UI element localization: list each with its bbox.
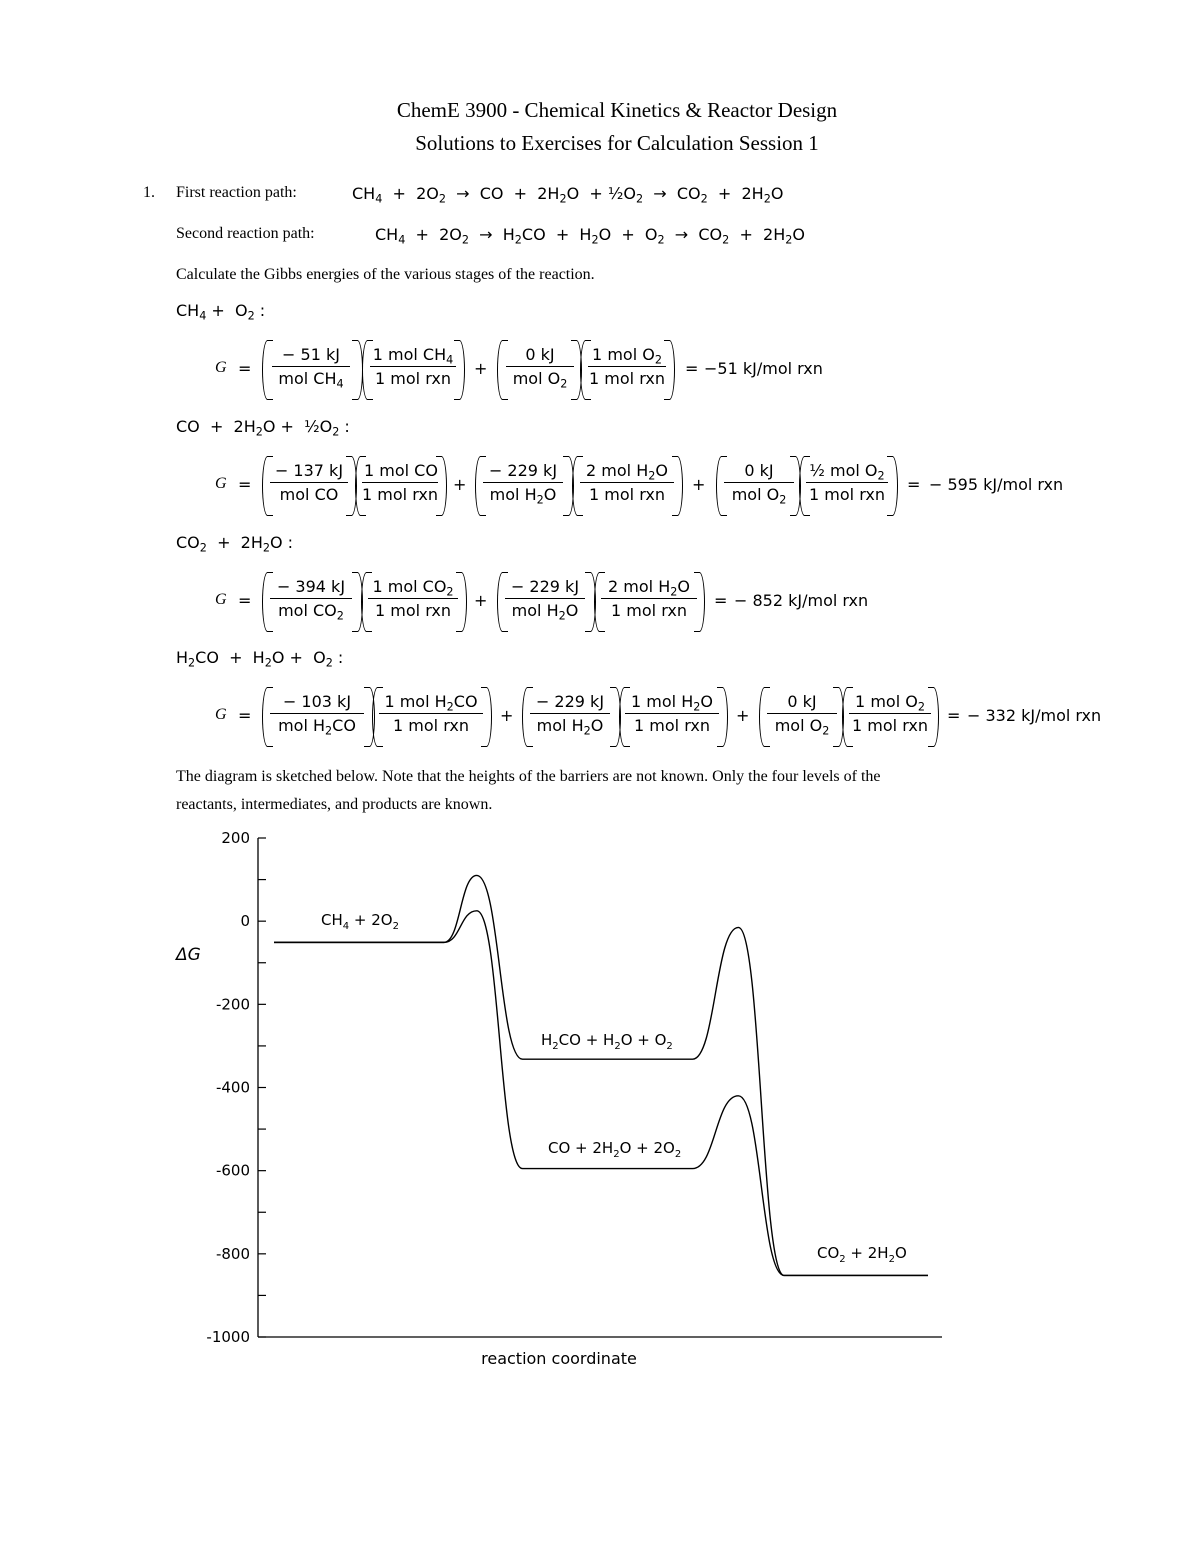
plus-sign: + xyxy=(453,475,467,494)
y-tick-label: -600 xyxy=(215,1161,250,1180)
x-axis-label: reaction coordinate xyxy=(481,1349,637,1368)
diagram-note-line-2: reactants, intermediates, and products are known. xyxy=(176,796,493,813)
equals-sign: = xyxy=(238,706,252,725)
chart-ticks xyxy=(206,829,266,1346)
first-path-label: First reaction path: xyxy=(176,184,297,201)
plus-sign: + xyxy=(736,706,750,725)
stage-2-result: − 595 kJ/mol rxn xyxy=(929,475,1064,494)
first-path-equation: $CH_4 + 2O_2$ → CO + $2H_2O$ + $\frac{1}{2}O_2 \to CO_2 + 2H_2O$ xyxy=(352,184,784,206)
plus-sign: + xyxy=(500,706,514,725)
stage-1-heading: $CH_4 + O_2$ : xyxy=(176,301,266,323)
chart-curves xyxy=(274,875,928,1275)
stage-3-result: − 852 kJ/mol rxn xyxy=(734,591,869,610)
equals-sign: = xyxy=(685,359,699,378)
level-label-h2co: $H_2CO + H_2O + O_2$ xyxy=(541,1031,673,1052)
problem-number: 1. xyxy=(143,184,155,201)
gibbs-symbol: G xyxy=(215,706,227,723)
fraction: 1 mol $CH_4$ 1 mol rxn xyxy=(370,345,456,388)
fraction: − 51 kJ mol $CH_4$ xyxy=(272,345,350,388)
page-title: ChemE 3900 - Chemical Kinetics & Reactor Design xyxy=(396,98,838,122)
fraction: − 229 kJ mol $H_2O$ xyxy=(530,692,610,735)
fraction: 1 mol $CO_2$ 1 mol rxn xyxy=(368,577,458,620)
plus-sign: + xyxy=(474,591,488,610)
y-tick-label: -1000 xyxy=(206,1328,250,1346)
stage-4-result: − 332 kJ/mol rxn xyxy=(967,706,1102,725)
fraction: − 229 kJ mol $H_2O$ xyxy=(483,461,563,504)
gibbs-symbol: G xyxy=(215,475,227,492)
gibbs-symbol: G xyxy=(215,591,227,608)
fraction: − 103 kJ mol $H_2CO$ xyxy=(270,692,364,735)
fraction: − 137 kJ mol CO xyxy=(270,461,348,504)
second-path-equation: $CH_4 + 2O_2 \to H_2CO + H_2O + O_2 \to CO_2 + 2H_2O$ xyxy=(375,225,805,247)
fraction: 2 mol $H_2O$ 1 mol rxn xyxy=(601,577,697,620)
stage-1-result: −51 kJ/mol rxn xyxy=(704,359,823,378)
y-tick-label: -800 xyxy=(215,1244,250,1263)
fraction: 2 mol $H_2O$ 1 mol rxn xyxy=(580,461,674,504)
fraction: 0 kJ mol $O_2$ xyxy=(506,345,574,388)
equals-sign: = xyxy=(238,475,252,494)
equals-sign: = xyxy=(714,591,728,610)
level-label-co: CO + $2H_2O + 2O_2$ xyxy=(548,1139,682,1160)
level-label-products: $CO_2 + 2H_2O$ xyxy=(817,1244,907,1265)
fraction: 1 mol $O_2$ 1 mol rxn xyxy=(849,692,931,735)
stage-4-heading: $H_2CO + H_2O + O_2$ : xyxy=(176,648,344,670)
y-axis-label: ΔG xyxy=(176,945,201,965)
plus-sign: + xyxy=(474,359,488,378)
level-label-reactants: $CH_4 + 2O_2$ xyxy=(321,911,399,932)
y-tick-label: 200 xyxy=(221,829,250,847)
fraction: − 229 kJ mol $H_2O$ xyxy=(505,577,585,620)
fraction: − 394 kJ mol $CO_2$ xyxy=(270,577,352,620)
fraction: 0 kJ mol $O_2$ xyxy=(724,461,794,504)
equals-sign: = xyxy=(238,359,252,378)
fraction: 1 mol $O_2$ 1 mol rxn xyxy=(589,345,665,388)
gibbs-symbol: G xyxy=(215,359,227,376)
fraction: 1 mol $H_2O$ 1 mol rxn xyxy=(625,692,719,735)
equals-sign: = xyxy=(238,591,252,610)
reaction-path-2 xyxy=(274,911,928,1276)
reaction-path-1 xyxy=(274,875,928,1275)
instruction-text: Calculate the Gibbs energies of the various stages of the reaction. xyxy=(176,266,595,283)
y-tick-label: -400 xyxy=(215,1078,250,1097)
y-tick-label: 0 xyxy=(240,912,250,931)
fraction: 1 mol $H_2CO$ 1 mol rxn xyxy=(379,692,483,735)
plus-sign: + xyxy=(692,475,706,494)
fraction: ½ mol $O_2$ 1 mol rxn xyxy=(806,461,888,504)
stage-3-heading: $CO_2 + 2H_2O$ : xyxy=(176,533,294,555)
equals-sign: = xyxy=(947,706,961,725)
y-tick-label: -200 xyxy=(215,995,250,1014)
second-path-label: Second reaction path: xyxy=(176,225,315,242)
diagram-note-line-1: The diagram is sketched below. Note that the heights of the barriers are not known. Only the four levels of the xyxy=(176,768,881,785)
fraction: 1 mol CO 1 mol rxn xyxy=(362,461,438,504)
stage-2-heading: CO + $2H_2O$ + $\frac{1}{2}O_2$ : xyxy=(176,417,350,439)
fraction: 0 kJ mol $O_2$ xyxy=(767,692,837,735)
equals-sign: = xyxy=(907,475,921,494)
page-subtitle: Solutions to Exercises for Calculation Session 1 xyxy=(415,131,819,155)
